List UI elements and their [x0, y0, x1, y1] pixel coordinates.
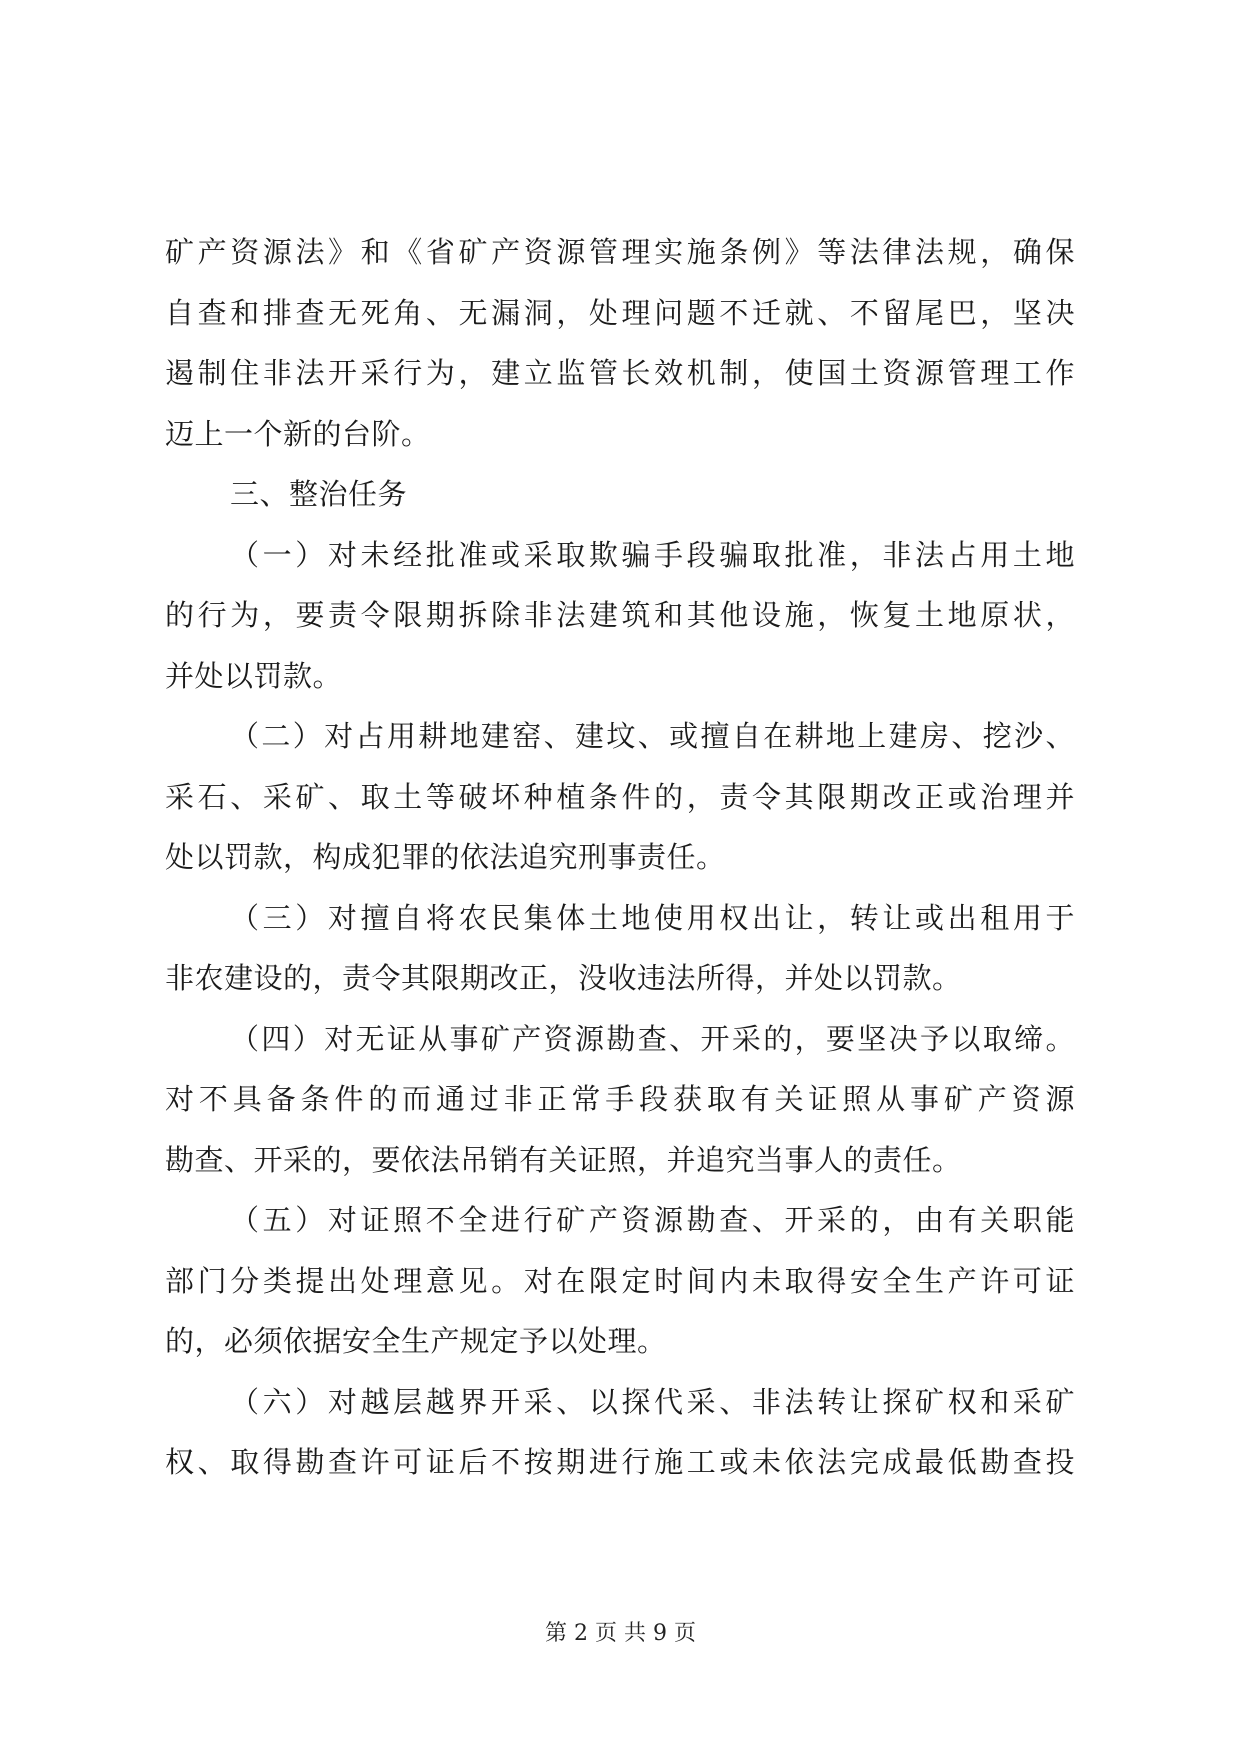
list-item — [165, 1190, 1075, 1372]
text-line: 遏制住非法开采行为，建立监管长效机制，使国土资源管理工作 — [165, 356, 1075, 390]
text-line: 非农建设的，责令其限期改正，没收违法所得，并处以罚款。 — [165, 961, 962, 995]
text-line: 部门分类提出处理意见。对在限定时间内未取得安全生产许可证 — [165, 1263, 1075, 1298]
text-line: 处以罚款，构成犯罪的依法追究刑事责任。 — [165, 840, 726, 874]
list-item — [165, 1372, 1075, 1493]
text-line: 采石、采矿、取土等破坏种植条件的，责令其限期改正或治理并 — [165, 779, 1075, 814]
text-line: （六）对越层越界开采、以探代采、非法转让探矿权和采矿 — [230, 1384, 1075, 1419]
text-line: 的，必须依据安全生产规定予以处理。 — [165, 1324, 667, 1358]
text-line: 矿产资源法》和《省矿产资源管理实施条例》等法律法规，确保 — [165, 235, 1075, 269]
list-item — [165, 525, 1075, 707]
text-line: （二）对占用耕地建窑、建坟、或擅自在耕地上建房、挖沙、 — [230, 719, 1075, 753]
text-line: 自查和排查无死角、无漏洞，处理问题不迁就、不留尾巴，坚决 — [165, 295, 1075, 330]
paragraph-continuation — [165, 222, 1075, 464]
body-text — [165, 222, 1075, 1493]
list-item — [165, 706, 1075, 888]
list-item — [165, 1009, 1075, 1191]
text-line: 并处以罚款。 — [165, 658, 343, 693]
text-line: 权、取得勘查许可证后不按期进行施工或未依法完成最低勘查投 — [165, 1445, 1075, 1479]
text-line: （一）对未经批准或采取欺骗手段骗取批准，非法占用土地 — [230, 537, 1075, 572]
list-item — [165, 888, 1075, 1009]
text-line: （三）对擅自将农民集体土地使用权出让，转让或出租用于 — [230, 900, 1075, 935]
text-line: 对不具备条件的而通过非正常手段获取有关证照从事矿产资源 — [165, 1082, 1075, 1116]
text-line: 勘查、开采的，要依法吊销有关证照，并追究当事人的责任。 — [165, 1142, 962, 1177]
heading-text: 三、整治任务 — [230, 477, 408, 511]
text-line: （五）对证照不全进行矿产资源勘查、开采的，由有关职能 — [230, 1203, 1075, 1237]
text-line: 的行为，要责令限期拆除非法建筑和其他设施，恢复土地原状， — [165, 598, 1075, 632]
text-line: （四）对无证从事矿产资源勘查、开采的，要坚决予以取缔。 — [230, 1021, 1075, 1056]
page-number-footer: 第 2 页 共 9 页 — [545, 1621, 696, 1646]
text-line: 迈上一个新的台阶。 — [165, 416, 431, 451]
section-heading — [165, 464, 1075, 525]
